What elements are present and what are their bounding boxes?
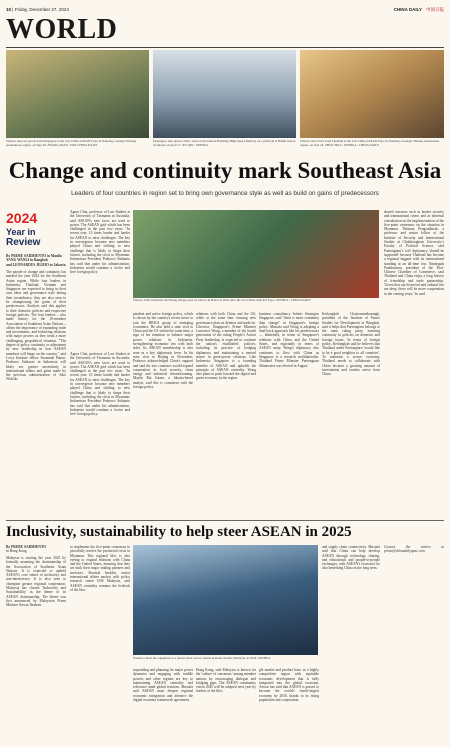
story2-column-3: responding and planning for major power dynamics and engaging with middle powers and other regions are key to maintaining ASEAN centrality and relevance amid global tensions. Mustafa said ASEAN must deepen regional economic integration and advance the digital economy framework agreement. <box>133 668 193 703</box>
story2-column-4: Hong Kong, said Malaysia is known for the 'culture of consensus' among member nations by encouraging dialogue and bridging gaps. The ASEAN community vision 2045 will be adopted next year by leaders of the bloc. <box>196 668 256 694</box>
story2-photo-caption: Workers check the equipment at a photovoltaic power station in Kuala Kedah, Malaysia, in 2024. XINHUA <box>133 657 271 660</box>
story2-column-2: to implement the five-point consensus to peacefully resolve the protracted crisis in Myanmar. This regional bloc is also eyeing to expand relations with China and the United States, ensuring that they are both their major trading partners and investors. Sharizal Izuddin, senior international affairs analyst with policy research centre ISIS Malaysia, said ASEAN centrality remains the bedrock of the bloc. <box>70 545 130 592</box>
story1-photo-caption: Visitors from Vietnam's An Hoang village pose for photos in Hanoi in 2024 after the 21st China-ASEAN Expo. XINHUA / CHINA DAILY <box>133 299 312 302</box>
photo-thai-fruits <box>300 50 444 138</box>
story1-column-5: business consultancy Solaris Strategies Singapore, said "there is more continuity than change" in Singapore's foreign policy. Mustafa said Wong is adopting a dual-track approach like his predecessors — bilaterally, in terms of Singapore's relations with China and the United States, and regionally in terms of ASEAN unity. Wong's diplomacy also continues to flow with China as Singapore is a research multilateralist. Thailand Prime Minister Paetongtarn Shinawatra was elected in August. <box>259 312 319 368</box>
photo-singapore-goods <box>6 50 149 138</box>
story1-column-3: pendent and active foreign policy, which is shown by the country's recent move to join the BRICS group of emerging economies. He also held a state visit to China and the US within the same time, a sign of his intention to balance major power relations in Indonesia, strengthening economic ties with both sides. Its ASEAN membership is also seen as a key diplomatic lever. In his state visit to Beijing in November, Prabowo acknowledged China's support and said the two countries would expand cooperation in food security, clean energy and industrial downstreaming. Maybe Bai Iskam, a Jakarta-based analyst, said this is consistent with the foreign policy. <box>133 312 193 390</box>
story1-column-2: Agnes Chia, professor of Law Studies at the University of Tasmania in Australia, said ASEAN's new faces are used to power. The ASEAN grid which has been challenged in the past few years. "In recent year, 10 times harder and harder for ASEAN to raise challenges. The key in convergence because new members played China and shifting to new challenge that is likely to shape their futures, including the crisis in Myanmar. Indonesian President Prabowo Subianto has said that under his administration, Indonesia would continue a 'active and free' foreign policy. <box>70 210 130 275</box>
story2-column-6: and supply chain connectivity. Mustafa said that China can help develop ASEAN through technology sharing, and educational and people-to-people exchanges, with ASEAN's economic tie also benefiting China in the long term. <box>322 545 380 571</box>
story-divider <box>6 520 444 521</box>
byline-line-1: By PRIME SARMIENTO in Manila <box>6 254 62 258</box>
headline-deck: Leaders of four countries in region set to bring own governance style as well as build on gains of predecessors <box>71 190 379 197</box>
paper-name: CHINA DAILY <box>393 7 422 12</box>
story2-byline-1: By PRIME SARMIENTO <box>6 545 47 549</box>
story2-column-7: Contact the writers at prime@chinadailyapac.com <box>384 545 444 554</box>
badge-year: 2024 <box>6 210 38 226</box>
badge-word: Review <box>6 237 41 248</box>
story2-byline <box>6 545 66 554</box>
page-number: 10 <box>6 7 12 12</box>
story1-column-2b: Agnes Chia, professor of Law Studies at the University of Tasmania in Australia, said ASEAN's new faces are used to power. The ASEAN grid which has been challenged in the past few years. "In recent year, 10 times harder and harder for ASEAN to raise challenges. The key in convergence because new members played China and shifting to new challenge that is likely to shape their futures, including the crisis in Myanmar. Indonesian President Prabowo Subianto has said that under his administration, Indonesia would continue a 'active and free' foreign policy. <box>70 352 130 417</box>
badge-line: Year in <box>6 227 36 237</box>
byline <box>6 254 66 267</box>
section-title: WORLD <box>6 14 118 45</box>
story1-column-4: relations with both China and the US, while at the same time forming new governance plan on defense and trade tie. Likewise, Singapore's Prime Minister Lawrence Wong, a member of the fourth generation of the ruling People's Action Party leadership, is expected to continue the nation's established policies, including its practice of hedging diplomacy and maintaining a neutral stance in great-power relations. Like Indonesia, Singapore is a founding member of ASEAN and upholds the principle of ASEAN centrality. Wong also plans to push forward the digital and green economy in the region. <box>196 312 256 381</box>
year-in-review-badge <box>6 210 66 250</box>
story1-column-6: Kerlangkah Chaisornmekasangk, president of the Institute of Future Studies for Development in Bangkok, said it helps that Paetongtarn belongs to the same ruling party, ensuring continuity in policies on domestic and foreign issues. In terms of foreign policy, Kerlangkah said he believes that Thailand under Paetongtarn 'would like to be a good neighbor to all countries'. To maintain a secure economy, Thailand needs to collaborate with China because a growing amount of investments and tourists arrive from China. <box>322 312 380 377</box>
photo-caption-1: Visitors shop for goods from Singapore at the 21st China-ASEAN Expo in Nanning, Guangxi Zhuang autonomous region, on Sept 28. ZHANG AILIN / FOR CHINA DAILY <box>6 140 137 147</box>
story1-column-1: The parade of change and continuity has marked the year 2024 for the Southeast Asian region. While four leaders in Indonesia, Thailand, Vietnam and Singapore are expected to bring in their own ideas and governance style during their incumbency, they are also seen to be championing the gains of their predecessors. Analysts said this applies to their domestic policies and respective foreign policies. The four leaders – who made history for the 10-member Association of Southeast Asian Nations – affirm the importance of expanding trade and investments, and bolstering relations with major powers as they tread a more challenging geopolitical situation. "The degree of policy continuity or adjustment by new leadership in four ASEAN members will hinge on the country," said Lowy Institute fellow Susannah Patton. Prabowo Subianto in Indonesia will likely see greater uncertainty in international affairs and gains made by the previous administration of Joko Widodo. <box>6 270 66 382</box>
photo-caption-2: Passengers take photos with a train on the Jakarta-Bandung High-Speed Railway on a platform at Halim station in Jakarta on April 17. XU QIN / XINHUA <box>153 140 296 147</box>
byline-line-3: and LEONARDUS JEGHO in Jakarta <box>6 262 66 267</box>
story2-byline-2: in Hong Kong <box>6 549 27 554</box>
photo-high-speed-train <box>153 50 296 138</box>
paper-name-cn: 中国日报 <box>426 7 444 12</box>
byline-line-2: YANG WANLI in Bangkok <box>6 258 48 263</box>
story2-photo-solar <box>133 545 318 655</box>
story1-photo-vietnam <box>133 210 379 298</box>
main-headline: Change and continuity mark Southeast Asia <box>8 158 442 183</box>
story2-column-1: Malaysia is starting the year 2025 by formally assuming the chairmanship of the Association of Southeast Asian Nations. It is expected to uphold ASEAN's core values of inclusivity and non-interference. It is also seen to champion greater regional cooperation. Malaysia has chosen 'Inclusivity and Sustainability' as the theme of its ASEAN chairmanship. The theme was first announced by Malaysian Prime Minister Anwar Ibrahim. <box>6 556 66 608</box>
story2-headline: Inclusivity, sustainability to help steer ASEAN in 2025 <box>6 524 352 540</box>
story1-column-7: shared concerns such as border security and transnational crime, and as informal consultation on the implementation of the five-point consensus on the situation in Myanmar. Thitinan Pongsudhirak, a professor and senior fellow of the Institute of Security and International Studies at Chulalongkorn University's Faculty of Political Science, said Paetongtarn's 'soft' diplomacy 'should be supported' because Thailand has become a regional laggard with its international standing at an all-time low. Nantaspak Panitkumrat, president of the Thai-Chinese Chamber of Commerce, said Thailand and China enjoy a long history of friendship and trade partnership. 'Given that our historical and cultural ties are deep, there will be more cooperation in the coming years,' he said. <box>384 210 444 296</box>
section-rule <box>6 47 444 48</box>
story2-column-5: gle market and product base, as a highly competitive region with equitable economic development that is fully integrated into the global economy. Anwar has said that ASEAN is poised to become the world's fourth-largest economy by 2030, thanks to its rising population and cooperation. <box>259 668 319 703</box>
page-date: | Friday, December 27, 2024 <box>12 7 69 12</box>
photo-caption-3: Visitors taste fruits from Thailand at the 21st China-ASEAN Expo in Nanning, Guangxi Zhuang autonomous region, on Sept 24. ZHOU HUA / XINHUA / CHINA DAILY <box>300 140 440 147</box>
